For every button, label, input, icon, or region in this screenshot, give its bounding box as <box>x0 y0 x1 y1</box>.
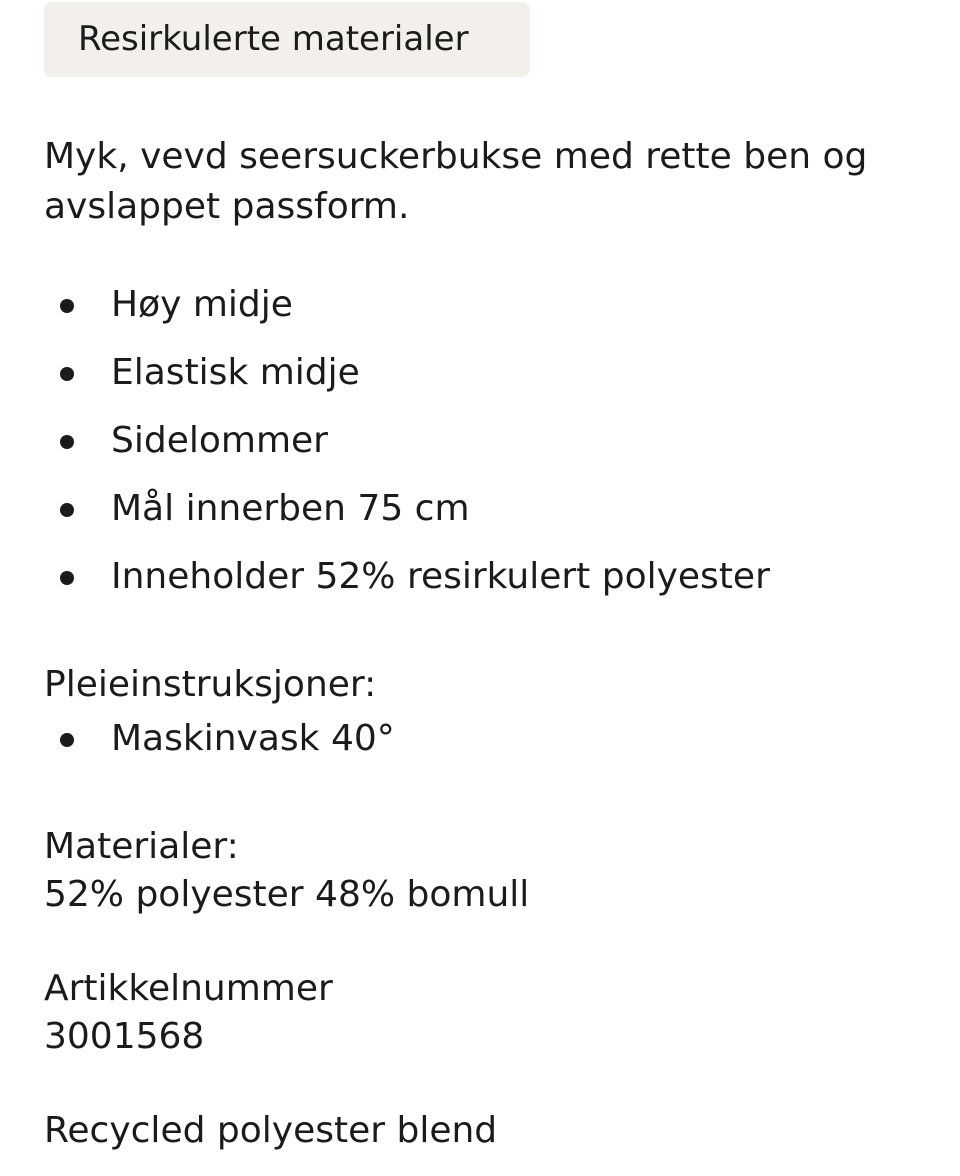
materials-heading: Materialer: <box>44 826 239 867</box>
care-instructions-heading: Pleieinstruksjoner: <box>44 664 377 705</box>
bullet-icon <box>60 571 74 585</box>
product-description-line-2: avslappet passform. <box>44 186 410 227</box>
feature-label: Mål innerben 75 cm <box>111 488 470 529</box>
bullet-icon <box>60 435 74 449</box>
product-description-line-1: Myk, vevd seersuckerbukse med rette ben og <box>44 136 868 177</box>
feature-label: Elastisk midje <box>111 352 360 393</box>
bullet-icon <box>60 733 74 747</box>
recycled-materials-badge[interactable] <box>44 2 530 77</box>
bullet-icon <box>60 503 74 517</box>
recycled-materials-badge-label: Resirkulerte materialer <box>78 19 469 59</box>
materials-value: 52% polyester 48% bomull <box>44 874 530 915</box>
feature-label: Inneholder 52% resirkulert polyester <box>111 556 770 597</box>
bullet-icon <box>60 367 74 381</box>
care-label: Maskinvask 40° <box>111 718 395 759</box>
footer-note: Recycled polyester blend <box>44 1110 498 1151</box>
bullet-icon <box>60 299 74 313</box>
feature-label: Høy midje <box>111 284 293 325</box>
article-number-value: 3001568 <box>44 1016 205 1057</box>
feature-label: Sidelommer <box>111 420 328 461</box>
article-number-heading: Artikkelnummer <box>44 968 333 1009</box>
